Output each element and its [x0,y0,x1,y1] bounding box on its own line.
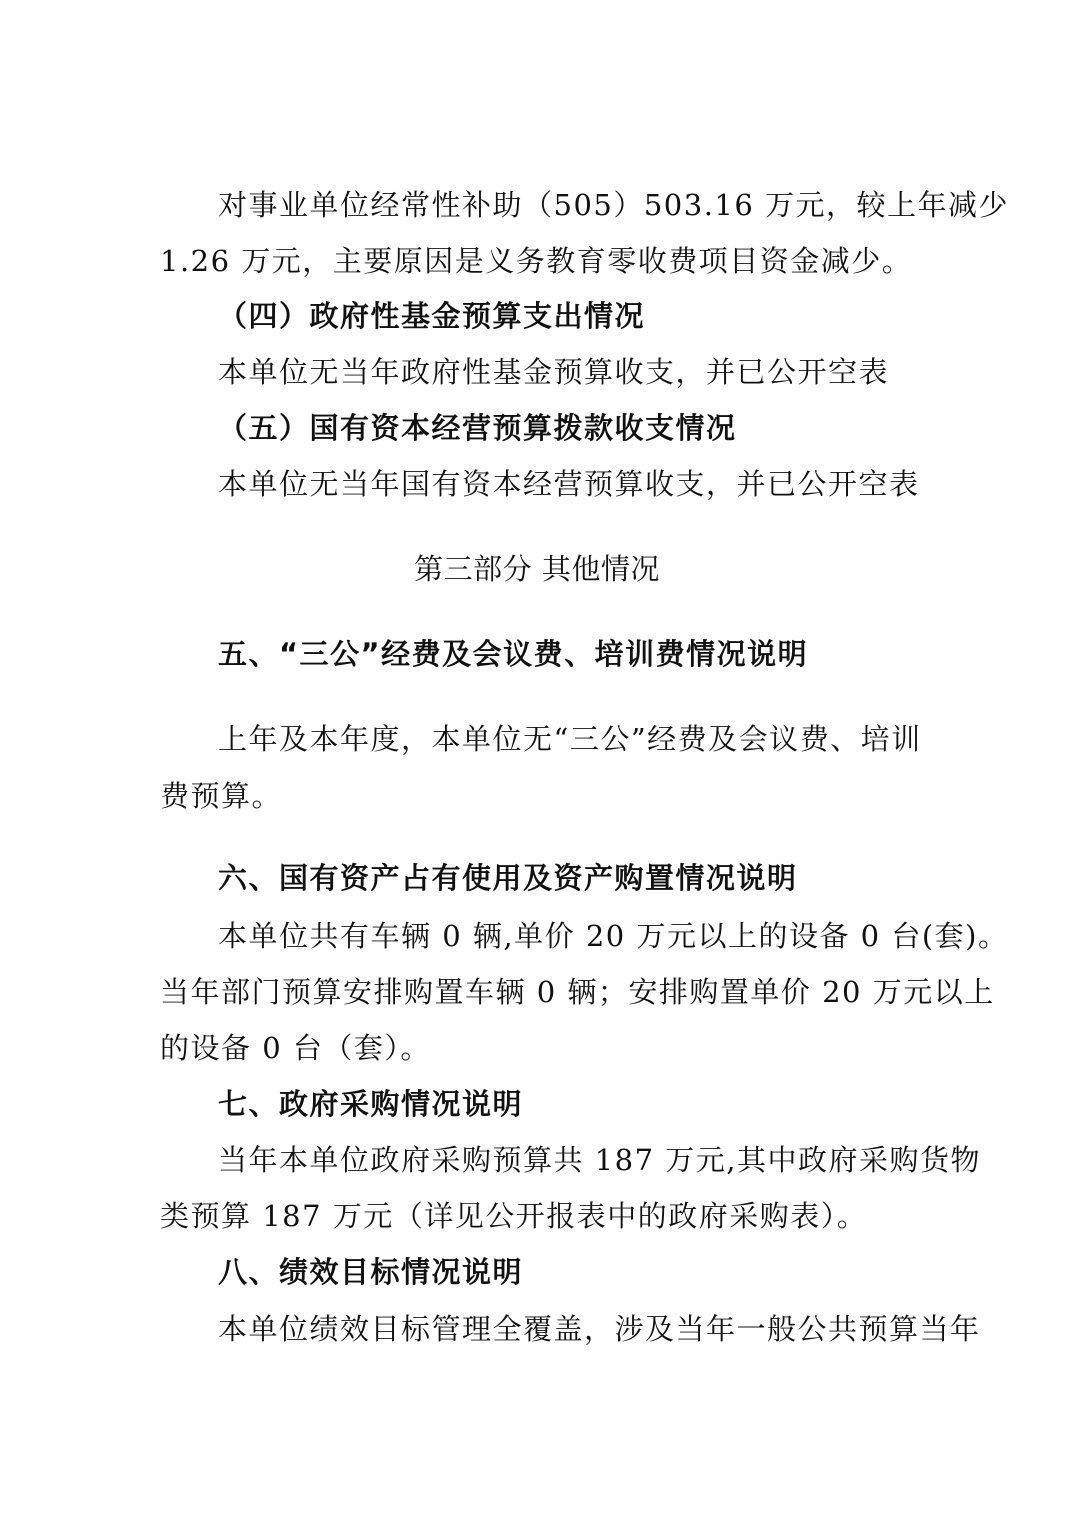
section-heading: 六、国有资产占有使用及资产购置情况说明 [218,861,798,895]
paragraph-line: 上年及本年度，本单位无“三公”经费及会议费、培训 [218,722,922,756]
paragraph-line: 当年部门预算安排购置车辆 0 辆；安排购置单价 20 万元以上 [160,975,995,1009]
paragraph-line: 当年本单位政府采购预算共 187 万元,其中政府采购货物 [218,1143,982,1177]
paragraph-line: 本单位绩效目标管理全覆盖，涉及当年一般公共预算当年 [218,1312,981,1346]
paragraph-line: 对事业单位经常性补助（505）503.16 万元，较上年减少 [218,188,1010,222]
paragraph-line: 费预算。 [160,779,283,813]
section-heading: 七、政府采购情况说明 [218,1087,524,1121]
section-heading: 五、“三公”经费及会议费、培训费情况说明 [218,637,809,671]
paragraph-line: 类预算 187 万元（详见公开报表中的政府采购表）。 [160,1199,868,1233]
part-title: 第三部分 其他情况 [414,552,660,586]
section-heading: （五）国有资本经营预算拨款收支情况 [218,411,737,445]
paragraph-line: 本单位无当年政府性基金预算收支，并已公开空表 [218,355,890,389]
section-heading: （四）政府性基金预算支出情况 [218,299,646,333]
paragraph-line: 的设备 0 台（套）。 [160,1031,431,1065]
section-heading: 八、绩效目标情况说明 [218,1255,524,1289]
paragraph-line: 本单位共有车辆 0 辆,单价 20 万元以上的设备 0 台(套)。 [218,919,1009,953]
paragraph-line: 本单位无当年国有资本经营预算收支，并已公开空表 [218,467,920,501]
paragraph-line: 1.26 万元，主要原因是义务教育零收费项目资金减少。 [160,244,913,278]
